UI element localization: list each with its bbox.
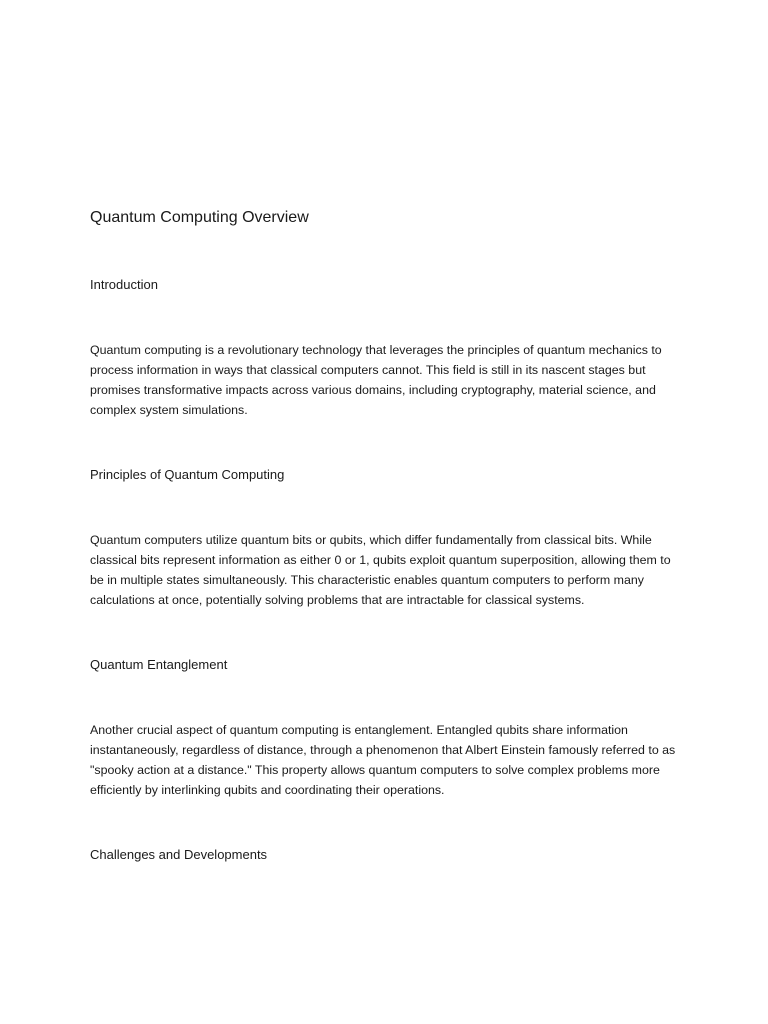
section-heading-entanglement: Quantum Entanglement: [90, 657, 228, 672]
section-paragraph-entanglement: Another crucial aspect of quantum computing is entanglement. Entangled qubits share information instantaneously, regardless of distance, through a phenomenon that Albert Einstein famously referred to as "spooky action at a distance." This property allows quantum computers to solve complex problems more efficiently by interlinking qubits and coordinating their operations.: [90, 723, 676, 797]
document-title: Quantum Computing Overview: [90, 209, 309, 226]
section-paragraph-introduction: Quantum computing is a revolutionary technology that leverages the principles of quantum mechanics to process information in ways that classical computers cannot. This field is still in its nascent stages but promises transformative impacts across various domains, including cryptography, material science, and complex system simulations.: [90, 343, 662, 417]
document-content: [90, 205, 686, 865]
section-heading-principles: Principles of Quantum Computing: [90, 467, 285, 482]
section-heading-challenges: Challenges and Developments: [90, 847, 268, 862]
section-paragraph-principles: Quantum computers utilize quantum bits or qubits, which differ fundamentally from classical bits. While classical bits represent information as either 0 or 1, qubits exploit quantum superposition, allowing them to be in multiple states simultaneously. This characteristic enables quantum computers to perform many calculations at once, potentially solving problems that are intractable for classical systems.: [90, 533, 671, 607]
section-heading-introduction: Introduction: [90, 277, 158, 292]
